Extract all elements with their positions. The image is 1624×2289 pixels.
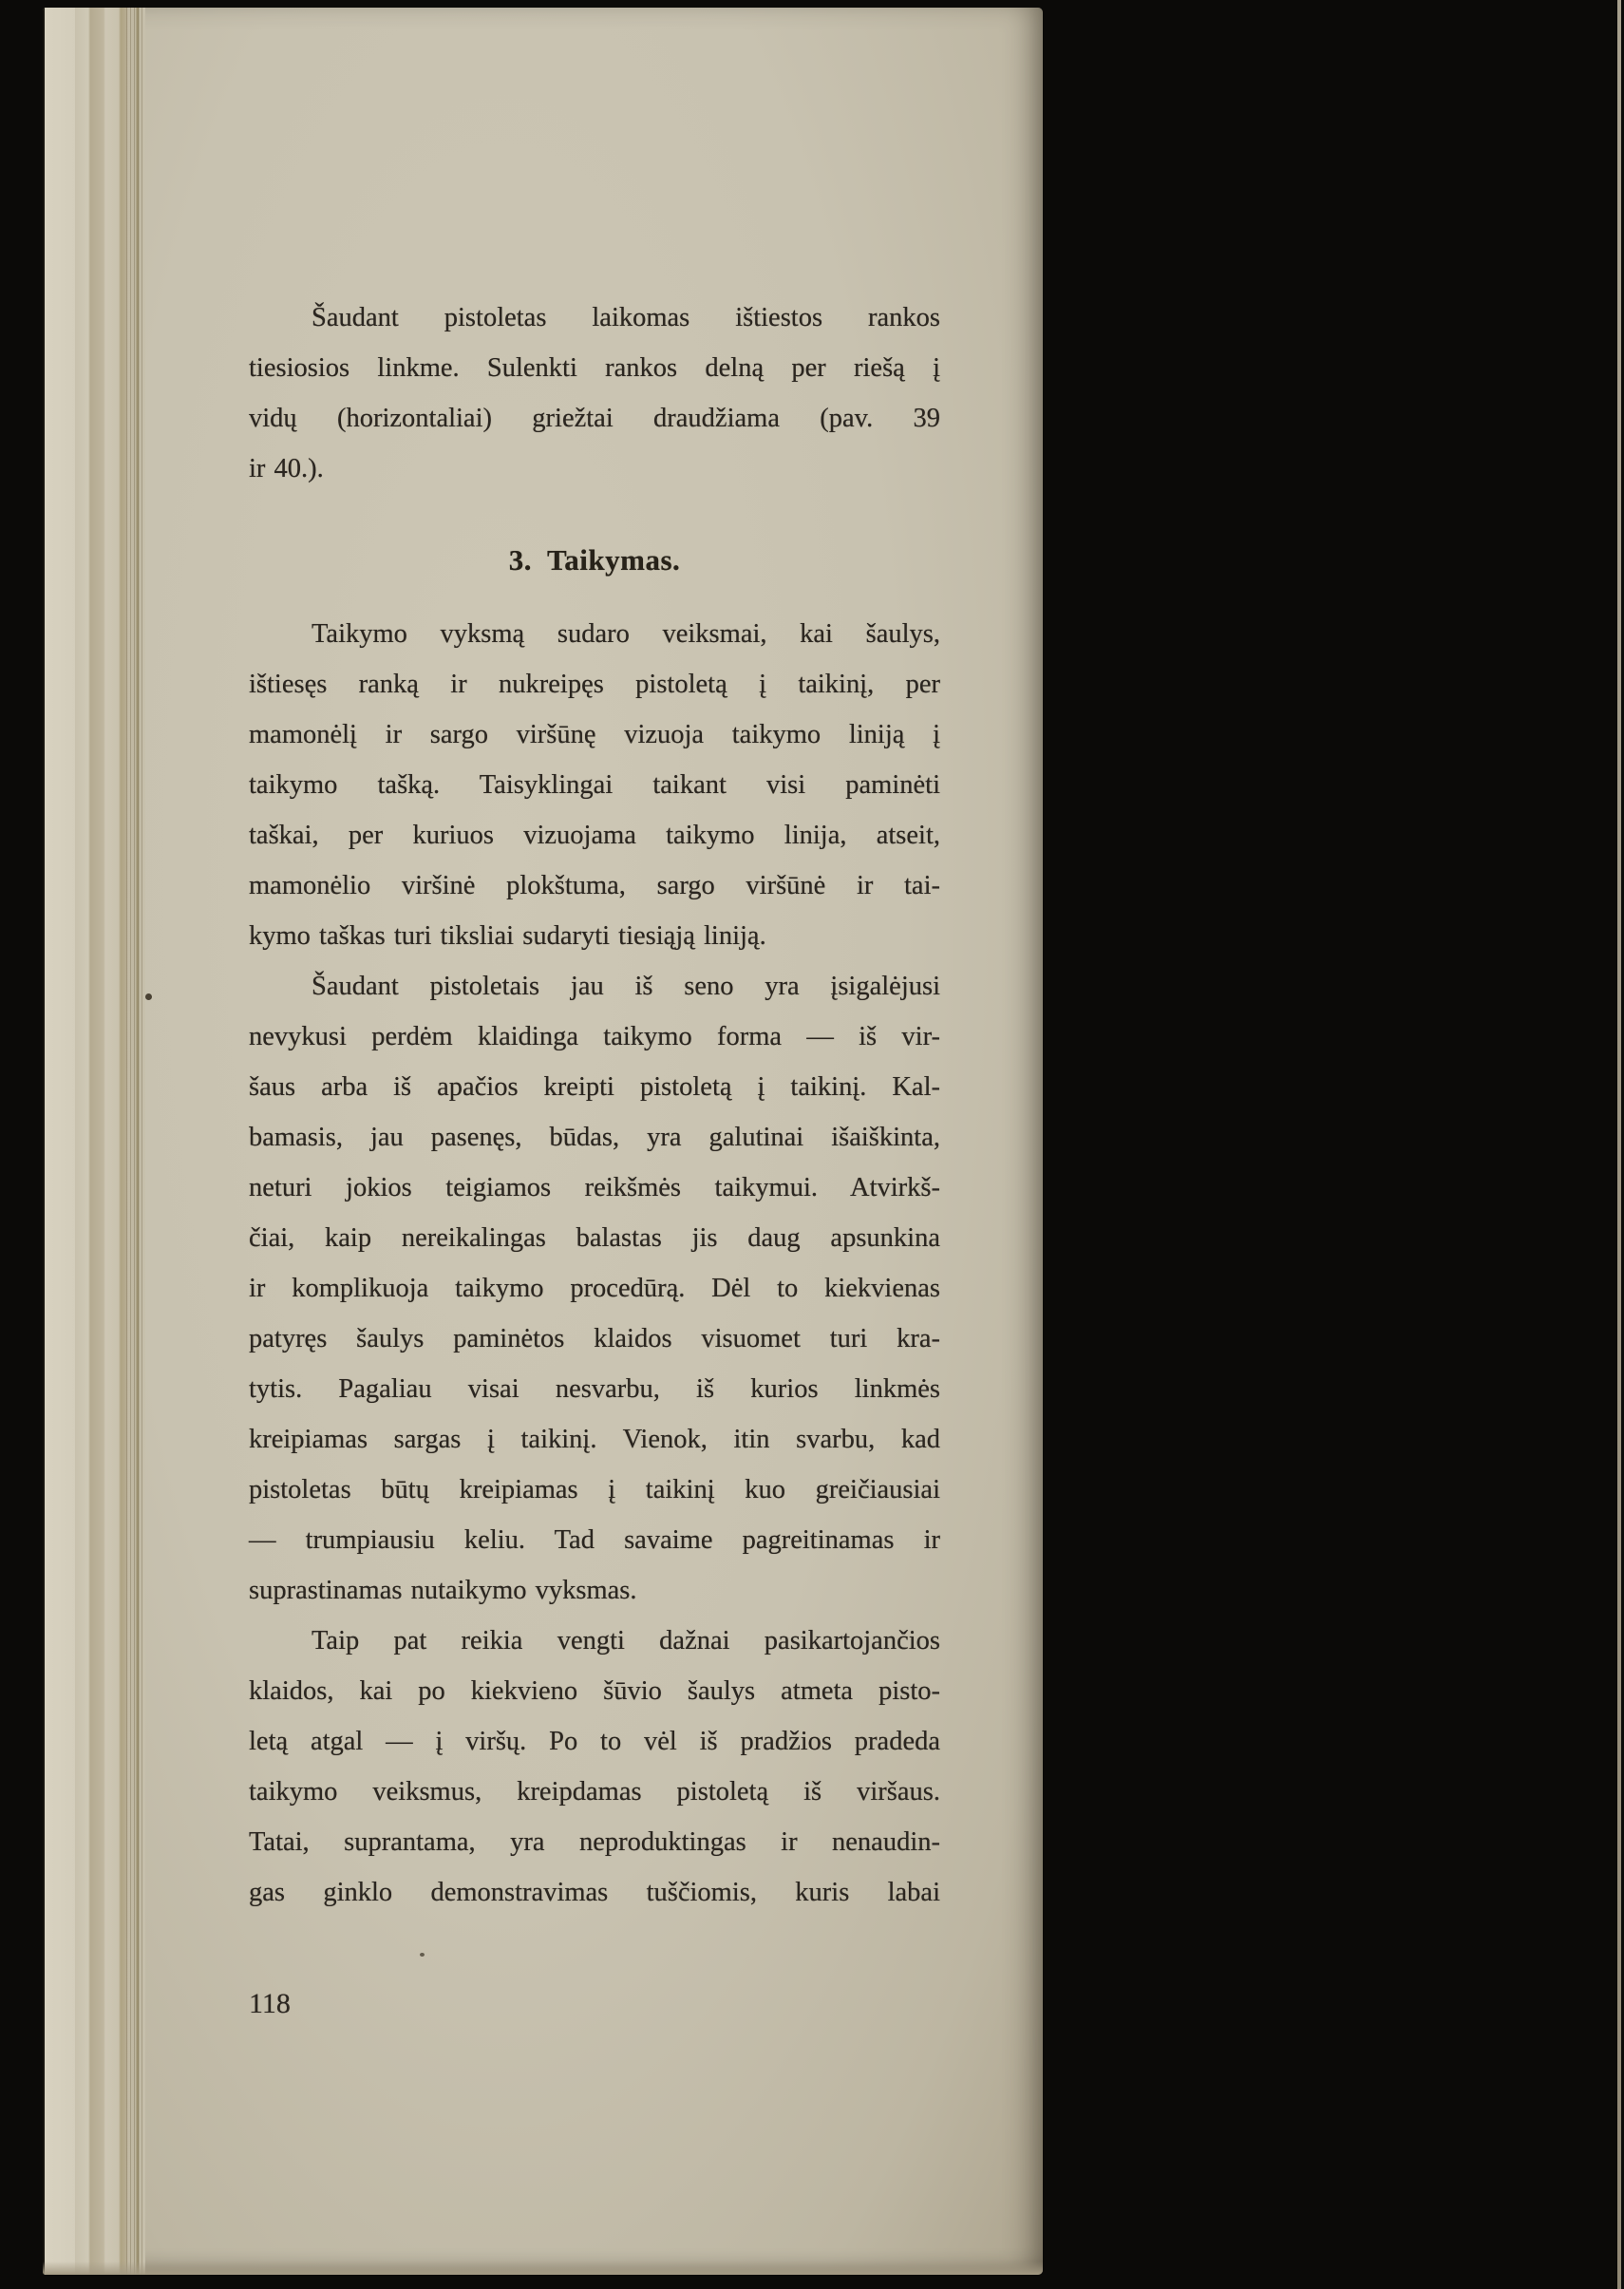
- text-line: vidų (horizontaliai) griežtai draudžiama (pav. 39: [249, 404, 940, 433]
- text-line: mamonėlio viršinė plokštuma, sargo viršūnė ir tai-: [249, 871, 940, 900]
- text-line: Taip pat reikia vengti dažnai pasikartojančios: [312, 1626, 940, 1655]
- text-line: ištiesęs ranką ir nukreipęs pistoletą į taikinį, per: [249, 670, 940, 699]
- text-line: — trumpiausiu keliu. Tad savaime pagreitinamas ir: [249, 1525, 940, 1555]
- facing-page-edge: [1617, 0, 1621, 2289]
- page-bottom-edge: [43, 2261, 1043, 2275]
- text-line: gas ginklo demonstravimas tuščiomis, kuris labai: [249, 1878, 940, 1907]
- text-line: čiai, kaip nereikalingas balastas jis daug apsunkina: [249, 1223, 940, 1253]
- text-line: Šaudant pistoletas laikomas ištiestos rankos: [312, 303, 940, 332]
- text-line: klaidos, kai po kiekvieno šūvio šaulys atmeta pisto-: [249, 1676, 940, 1706]
- ink-speck: [145, 993, 152, 1000]
- paragraph-block-first: [249, 293, 940, 494]
- section-title: Taikymas.: [546, 543, 681, 577]
- text-line: nevykusi perdėm klaidinga taikymo forma — iš vir-: [249, 1022, 940, 1051]
- text-line: kreipiamas sargas į taikinį. Vienok, itin svarbu, kad: [249, 1425, 940, 1454]
- section-heading: [249, 535, 940, 585]
- text-line: ir 40.).: [249, 454, 324, 483]
- text-line: Taikymo vyksmą sudaro veiksmai, kai šaulys,: [312, 619, 940, 649]
- paragraph-block-body: [249, 609, 940, 1918]
- text-line: taikymo veiksmus, kreipdamas pistoletą iš viršaus.: [249, 1777, 940, 1807]
- text-line: Tatai, suprantama, yra neproduktingas ir nenaudin-: [249, 1827, 940, 1857]
- text-line: ir komplikuoja taikymo procedūrą. Dėl to kiekvienas: [249, 1274, 940, 1303]
- text-line: mamonėlį ir sargo viršūnę vizuoja taikymo liniją į: [249, 720, 940, 749]
- text-line: kymo taškas turi tiksliai sudaryti tiesiąją liniją.: [249, 921, 766, 951]
- text-line: suprastinamas nutaikymo vyksmas.: [249, 1576, 637, 1605]
- section-number: 3.: [508, 543, 532, 577]
- text-line: bamasis, jau pasenęs, būdas, yra galutinai išaiškinta,: [249, 1123, 940, 1152]
- text-line: patyręs šaulys paminėtos klaidos visuomet turi kra-: [249, 1324, 940, 1353]
- text-line: šaus arba iš apačios kreipti pistoletą į taikinį. Kal-: [249, 1072, 940, 1102]
- text-line: tytis. Pagaliau visai nesvarbu, iš kurios linkmės: [249, 1374, 940, 1404]
- text-line: pistoletas būtų kreipiamas į taikinį kuo greičiausiai: [249, 1475, 940, 1504]
- text-line: taškai, per kuriuos vizuojama taikymo linija, atseit,: [249, 821, 940, 850]
- text-line: Šaudant pistoletais jau iš seno yra įsigalėjusi: [312, 972, 940, 1001]
- text-line: tiesiosios linkme. Sulenkti rankos delną per riešą į: [249, 353, 940, 383]
- page-edge-lines: [126, 8, 143, 2275]
- text-line: letą atgal — į viršų. Po to vėl iš pradžios pradeda: [249, 1727, 940, 1756]
- ink-speck: [420, 1953, 425, 1957]
- text-line: neturi jokios teigiamos reikšmės taikymui. Atvirkš-: [249, 1173, 940, 1202]
- book-page: [43, 8, 1043, 2275]
- text-line: taikymo tašką. Taisyklingai taikant visi paminėti: [249, 770, 940, 800]
- page-number: 118: [249, 1988, 291, 2019]
